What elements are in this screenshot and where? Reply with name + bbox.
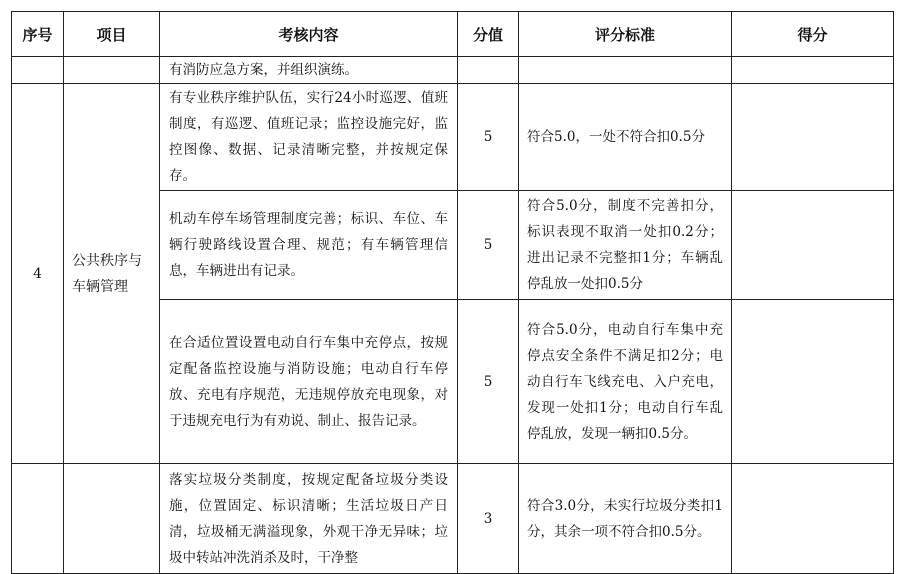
header-content: 考核内容	[160, 12, 458, 57]
content-text: 有消防应急方案，并组织演练。	[169, 62, 358, 78]
standard-text: 符合5.0分，制度不完善扣分，标识表现不取消一处扣0.2分；进出记录不完整扣1分；车辆乱停乱放一处扣0.5分	[527, 198, 723, 292]
cell-got	[732, 84, 894, 191]
cell-got	[732, 191, 894, 300]
cell-item	[64, 57, 160, 84]
cell-got	[732, 300, 894, 464]
content-text: 在合适位置设置电动自行车集中充停点，按规定配备监控设施与消防设施；电动自行车停放、充电有序规范，无违规停放充电现象，对于违规充电行为有劝说、制止、报告记录。	[169, 334, 448, 429]
cell-no: 4	[12, 84, 64, 464]
cell-standard	[519, 464, 732, 574]
cell-content	[160, 57, 458, 84]
header-got: 得分	[732, 12, 894, 57]
table-row	[12, 57, 894, 84]
header-item: 项目	[64, 12, 160, 57]
cell-got	[732, 464, 894, 574]
cell-standard	[519, 84, 732, 191]
cell-standard	[519, 191, 732, 300]
cell-score: 5	[458, 84, 519, 191]
cell-score: 3	[458, 464, 519, 574]
cell-standard	[519, 300, 732, 464]
cell-content	[160, 300, 458, 464]
table-row	[12, 84, 894, 191]
standard-text: 符合5.0，一处不符合扣0.5分	[527, 129, 705, 145]
item-label: 公共秩序与车辆管理	[72, 252, 142, 295]
cell-item	[64, 464, 160, 574]
cell-score: 5	[458, 300, 519, 464]
cell-content	[160, 84, 458, 191]
content-text: 落实垃圾分类制度，按规定配备垃圾分类设施，位置固定、标识清晰；生活垃圾日产日清，垃圾桶无满溢现象，外观干净无异味；垃圾中转站冲洗消杀及时，干净整	[169, 471, 448, 566]
cell-item	[64, 84, 160, 464]
content-text: 有专业秩序维护队伍，实行24小时巡逻、值班制度，有巡逻、值班记录；监控设施完好，监控图像、数据、记录清晰完整，并按规定保存。	[169, 90, 448, 184]
cell-no	[12, 464, 64, 574]
standard-text: 符合5.0分，电动自行车集中充停点安全条件不满足扣2分；电动自行车飞线充电、入户充电，发现一处扣1分；电动自行车乱停乱放，发现一辆扣0.5分。	[527, 321, 723, 442]
header-standard: 评分标准	[519, 12, 732, 57]
table-row	[12, 464, 894, 574]
cell-score: 5	[458, 191, 519, 300]
cell-score	[458, 57, 519, 84]
cell-standard	[519, 57, 732, 84]
cell-no	[12, 57, 64, 84]
cell-content	[160, 191, 458, 300]
cell-content	[160, 464, 458, 574]
cell-got	[732, 57, 894, 84]
header-no: 序号	[12, 12, 64, 57]
table-header-row	[12, 12, 894, 57]
header-score: 分值	[458, 12, 519, 57]
standard-text: 符合3.0分，未实行垃圾分类扣1分，其余一项不符合扣0.5分。	[527, 497, 723, 540]
assessment-table	[11, 11, 894, 574]
content-text: 机动车停车场管理制度完善；标识、车位、车辆行驶路线设置合理、规范；有车辆管理信息，车辆进出有记录。	[169, 211, 448, 279]
